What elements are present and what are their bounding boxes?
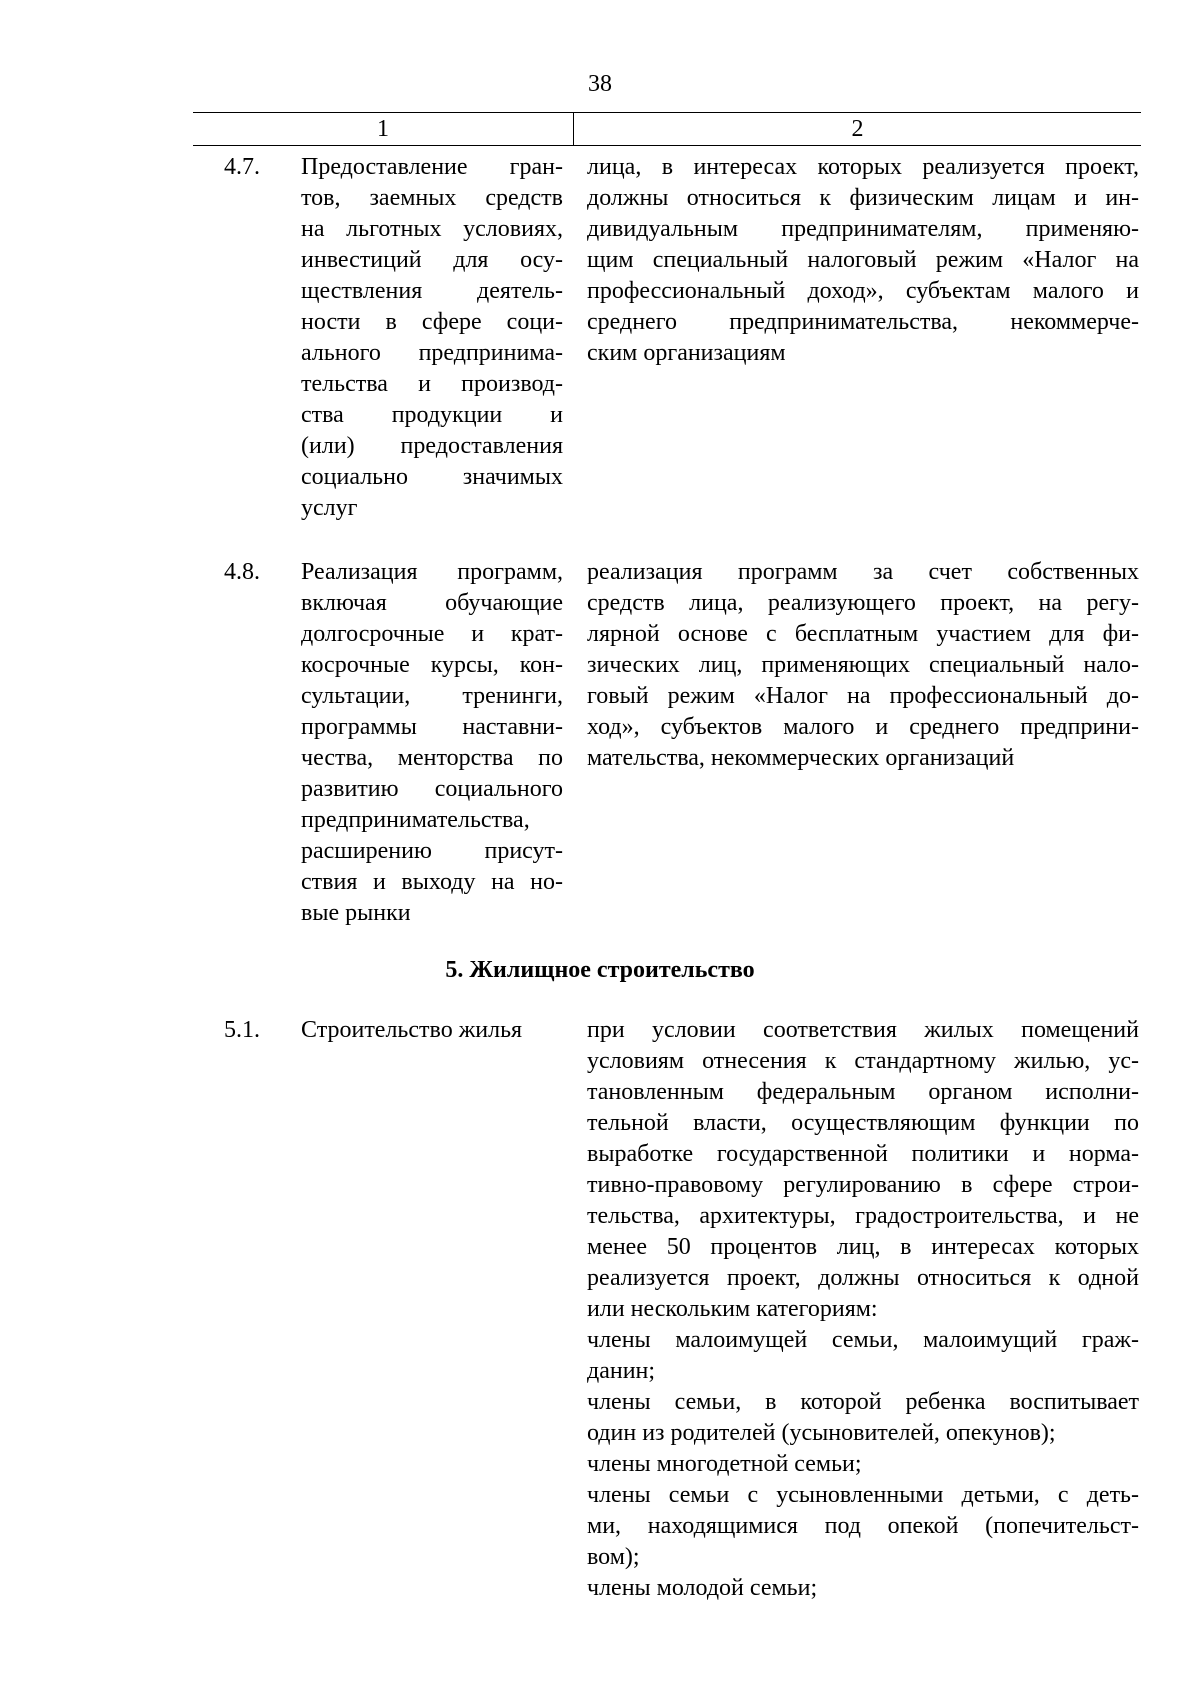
row-condition-line: реализуется проект, должны относиться к одной (587, 1265, 1139, 1291)
row-name-line: ства продукции и (301, 402, 563, 428)
row-name (301, 1015, 563, 1046)
row-condition-line: мательства, некоммерческих организаций (587, 745, 1015, 771)
row-name-line: услуг (301, 495, 358, 521)
row-condition-line: члены семьи с усыновленными детьми, с деть- (587, 1482, 1139, 1508)
row-name-line: развитию социального (301, 776, 563, 802)
row-name-line: ности в сфере соци- (301, 309, 563, 335)
row-name (301, 152, 563, 524)
table-header (193, 112, 1141, 146)
row-name-line: Строительство жилья (301, 1017, 523, 1043)
row-name-line: ствия и выходу на но- (301, 869, 563, 895)
row-condition-line: зических лиц, применяющих специальный нало- (587, 652, 1139, 678)
row-name-line: Предоставление гран- (301, 154, 563, 180)
row-condition-line: выработке государственной политики и норма- (587, 1141, 1139, 1167)
row-name-line: на льготных условиях, (301, 216, 563, 242)
row-name-line: включая обучающие (301, 590, 563, 616)
row-name-line: Реализация программ, (301, 559, 563, 585)
row-name-line: программы наставни- (301, 714, 563, 740)
row-condition-line: щим специальный налоговый режим «Налог на (587, 247, 1139, 273)
row-condition-line: ми, находящимися под опекой (попечительст- (587, 1513, 1139, 1539)
row-name (301, 557, 563, 929)
row-condition-line: тивно-правовому регулированию в сфере строи- (587, 1172, 1139, 1198)
row-condition-line: члены малоимущей семьи, малоимущий граж- (587, 1327, 1139, 1353)
row-condition-line: средств лица, реализующего проект, на регу- (587, 590, 1139, 616)
column-header-1: 1 (193, 113, 574, 145)
row-name-line: инвестиций для осу- (301, 247, 563, 273)
row-condition (587, 557, 1139, 774)
row-condition-line: профессиональный доход», субъектам малого и (587, 278, 1139, 304)
row-name-line: вые рынки (301, 900, 411, 926)
row-name-line: чества, менторства по (301, 745, 563, 771)
row-condition-line: один из родителей (усыновителей, опекунов); (587, 1420, 1056, 1446)
row-condition-line: при условии соответствия жилых помещений (587, 1017, 1139, 1043)
row-name-line: расширению присут- (301, 838, 563, 864)
column-header-2: 2 (851, 116, 864, 142)
row-condition-line: члены многодетной семьи; (587, 1451, 862, 1477)
row-condition-line: или нескольким категориям: (587, 1296, 878, 1322)
row-condition-line: ским организациям (587, 340, 786, 366)
row-condition-line: тельной власти, осуществляющим функции по (587, 1110, 1139, 1136)
row-condition-line: члены молодой семьи; (587, 1575, 818, 1601)
row-name-line: ального предпринима- (301, 340, 563, 366)
row-condition-line: тельства, архитектуры, градостроительства, и не (587, 1203, 1139, 1229)
row-condition-line: лица, в интересах которых реализуется проект, (587, 154, 1139, 180)
row-condition (587, 152, 1139, 369)
row-condition (587, 1015, 1139, 1604)
row-name-line: тов, заемных средств (301, 185, 563, 211)
row-condition-line: лярной основе с бесплатным участием для фи- (587, 621, 1139, 647)
row-name-line: долгосрочные и крат- (301, 621, 563, 647)
row-condition-line: говый режим «Налог на профессиональный до- (587, 683, 1139, 709)
row-condition-line: должны относиться к физическим лицам и ин- (587, 185, 1139, 211)
row-name-line: социально значимых (301, 464, 563, 490)
row-condition-line: данин; (587, 1358, 656, 1384)
row-name-line: косрочные курсы, кон- (301, 652, 563, 678)
row-condition-line: вом); (587, 1544, 640, 1570)
row-name-line: сультации, тренинги, (301, 683, 563, 709)
page-number: 38 (588, 71, 612, 97)
row-condition-line: реализация программ за счет собственных (587, 559, 1139, 585)
row-condition-line: среднего предпринимательства, некоммерче- (587, 309, 1139, 335)
row-number: 5.1. (224, 1017, 260, 1043)
row-condition-line: условиям отнесения к стандартному жилью, ус- (587, 1048, 1139, 1074)
row-condition-line: члены семьи, в которой ребенка воспитывает (587, 1389, 1139, 1415)
row-number: 4.8. (224, 559, 260, 585)
row-name-line: предпринимательства, (301, 807, 530, 833)
row-number: 4.7. (224, 154, 260, 180)
row-name-line: (или) предоставления (301, 433, 563, 459)
row-name-line: ществления деятель- (301, 278, 563, 304)
row-condition-line: тановленным федеральным органом исполни- (587, 1079, 1139, 1105)
row-condition-line: дивидуальным предпринимателям, применяю- (587, 216, 1139, 242)
section-title: 5. Жилищное строительство (445, 957, 755, 983)
row-condition-line: менее 50 процентов лиц, в интересах которых (587, 1234, 1139, 1260)
row-condition-line: ход», субъектов малого и среднего предприни- (587, 714, 1139, 740)
row-name-line: тельства и производ- (301, 371, 563, 397)
